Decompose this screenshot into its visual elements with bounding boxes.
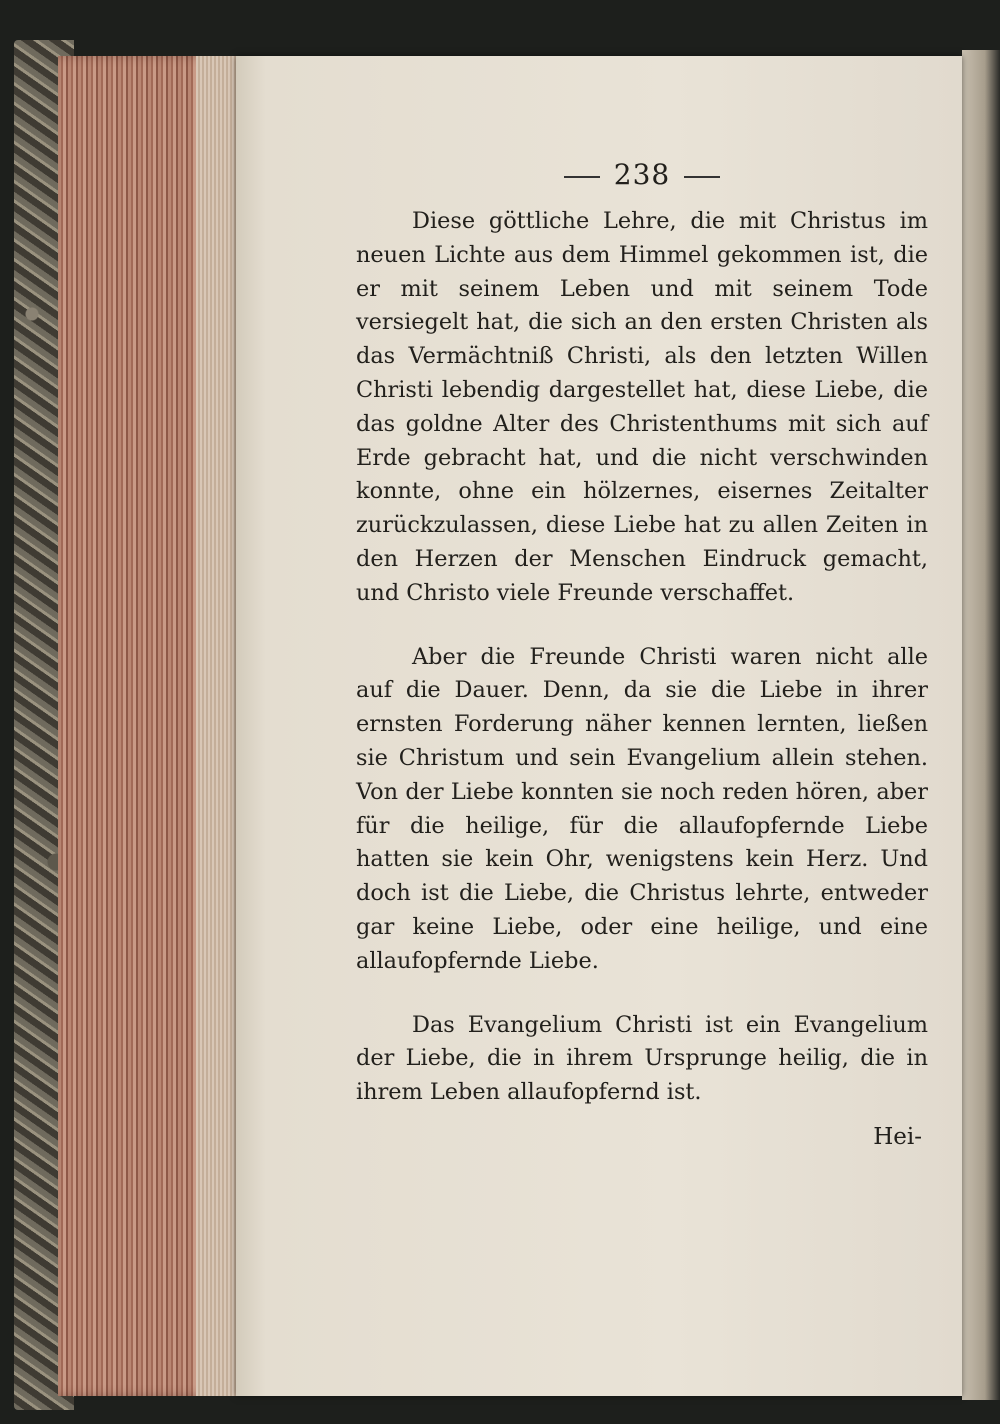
page-text [356, 158, 928, 1150]
page-number-header [356, 158, 928, 191]
catchword: Hei- [873, 1123, 922, 1150]
paragraph-1: Diese göttliche Lehre, die mit Christus im neuen Lichte aus dem Himmel gekommen ist, die er mit seinem Leben und mit seinem Tode versiegelt hat, die sich an den ersten Christen als das Vermächtniß Christi, als den letzten Willen Christi lebendig dargestellet hat, diese Liebe, die das goldne Alter des Christenthums mit sich auf Erde gebracht hat, und die nicht verschwinden konnte, ohne ein hölzernes, eisernes Zeitalter zurückzulassen, diese Liebe hat zu allen Zeiten in den Herzen der Menschen Eindruck gemacht, und Christo viele Freunde verschaffet. [356, 208, 928, 606]
header-dash-left [564, 176, 600, 178]
facing-page-edge [962, 50, 1000, 1400]
paragraph-2: Aber die Freunde Christi waren nicht alle auf die Dauer. Denn, da sie die Liebe in ihrer ernsten Forderung näher kennen lernten, ließen sie Christum und sein Evangelium allein stehen. Von der Liebe konnten sie noch reden hören, aber für die heilige, für die allaufopfernde Liebe hatten sie kein Ohr, wenigstens kein Herz. Und doch ist die Liebe, die Christus lehrte, entweder gar keine Liebe, oder eine heilige, und eine allaufopfernde Liebe. [356, 643, 928, 974]
page-number: 238 [613, 158, 671, 191]
book-page [236, 56, 962, 1396]
paragraph-3: Das Evangelium Christi ist ein Evangelium der Liebe, die in ihrem Ursprunge heilig, die in ihrem Leben allaufopfernd ist. [356, 1011, 928, 1106]
page-edges [58, 56, 236, 1396]
header-dash-right [684, 176, 720, 178]
